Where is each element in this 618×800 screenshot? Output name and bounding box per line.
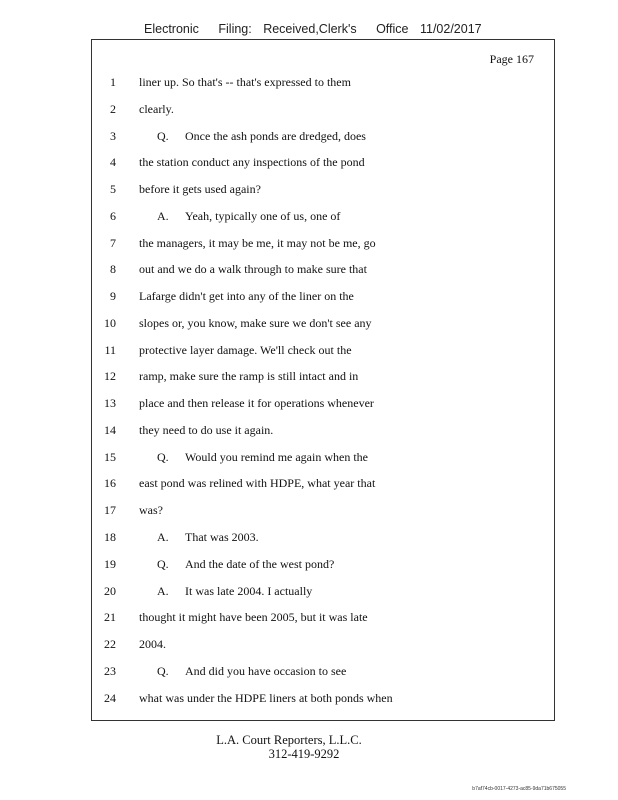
line-text <box>157 578 312 605</box>
line-content: protective layer damage. We'll check out the <box>139 342 352 357</box>
line-content: place and then release it for operations whenever <box>139 396 374 411</box>
line-text <box>139 230 376 257</box>
footer-phone: 312-419-9292 <box>268 747 340 761</box>
line-content: slopes or, you know, make sure we don't see any <box>139 315 372 330</box>
line-content: Once the ash ponds are dredged, does <box>185 128 366 143</box>
line-number: 5 <box>110 182 116 197</box>
line-text <box>157 658 346 685</box>
page-number: Page 167 <box>489 52 534 66</box>
line-content: 2004. <box>139 637 166 652</box>
line-content: east pond was relined with HDPE, what year that <box>139 476 376 491</box>
filing-header-filing: Filing: <box>218 22 252 36</box>
line-content: thought it might have been 2005, but it was late <box>139 610 368 625</box>
line-number: 15 <box>104 449 116 464</box>
line-number: 4 <box>110 155 116 170</box>
line-text <box>139 685 393 712</box>
transcript-line <box>92 417 554 444</box>
line-number: 21 <box>104 610 116 625</box>
line-text <box>139 149 365 176</box>
line-number: 18 <box>104 530 116 545</box>
question-marker: Q. <box>157 556 169 571</box>
line-text <box>139 390 374 417</box>
transcript-line <box>92 337 554 364</box>
filing-header-received: Received,Clerk's <box>263 22 357 36</box>
transcript-line <box>92 310 554 337</box>
line-number: 9 <box>110 289 116 304</box>
line-number: 1 <box>110 75 116 89</box>
line-text <box>139 363 358 390</box>
transcript-line <box>92 256 554 283</box>
line-number: 6 <box>110 208 116 223</box>
transcript-line <box>92 390 554 417</box>
line-text <box>139 310 372 337</box>
transcript-line <box>92 685 554 712</box>
line-text <box>139 497 163 524</box>
line-content: liner up. So that's -- that's expressed to them <box>139 75 351 89</box>
transcript-line <box>92 363 554 390</box>
line-text <box>139 417 273 444</box>
line-number: 8 <box>110 262 116 277</box>
line-number: 24 <box>104 690 116 705</box>
transcript-line <box>92 283 554 310</box>
line-content: Yeah, typically one of us, one of <box>185 208 341 223</box>
line-content: It was late 2004. I actually <box>185 583 313 598</box>
line-number: 11 <box>104 342 116 357</box>
document-id: b7af74cb-0017-4273-ac85-9da71b675055 <box>472 786 566 792</box>
transcript-line <box>92 69 554 96</box>
line-content: they need to do use it again. <box>139 422 274 437</box>
transcript-line <box>92 631 554 658</box>
line-number: 13 <box>104 396 116 411</box>
line-content: the managers, it may be me, it may not be me, go <box>139 235 376 250</box>
line-content: That was 2003. <box>185 530 259 545</box>
line-content: clearly. <box>139 101 174 116</box>
line-text <box>157 123 366 150</box>
transcript-line <box>92 524 554 551</box>
line-content: ramp, make sure the ramp is still intact and in <box>139 369 359 384</box>
line-number: 7 <box>110 235 116 250</box>
line-content: was? <box>139 503 163 518</box>
line-text <box>139 283 354 310</box>
line-text <box>157 444 368 471</box>
line-content: the station conduct any inspections of the pond <box>139 155 365 170</box>
line-number: 2 <box>110 101 116 116</box>
line-number: 10 <box>104 315 116 330</box>
line-number: 12 <box>104 369 116 384</box>
transcript-line <box>92 149 554 176</box>
transcript-line <box>92 578 554 605</box>
line-text <box>139 337 352 364</box>
filing-header-office: Office <box>376 22 409 36</box>
line-content: before it gets used again? <box>139 182 261 197</box>
line-text <box>139 96 174 123</box>
line-number: 20 <box>104 583 116 598</box>
filing-header-date: 11/02/2017 <box>419 22 482 36</box>
line-content: And did you have occasion to see <box>185 663 347 678</box>
transcript-line <box>92 203 554 230</box>
transcript-page <box>91 39 555 721</box>
transcript-line <box>92 658 554 685</box>
line-number: 23 <box>104 663 116 678</box>
answer-marker: A. <box>157 583 169 598</box>
transcript-lines <box>92 69 554 711</box>
transcript-line <box>92 497 554 524</box>
line-text <box>139 69 351 96</box>
question-marker: Q. <box>157 449 169 464</box>
line-content: And the date of the west pond? <box>185 556 335 571</box>
line-number: 14 <box>104 422 116 437</box>
transcript-line <box>92 176 554 203</box>
line-content: what was under the HDPE liners at both ponds when <box>139 690 393 705</box>
question-marker: Q. <box>157 128 169 143</box>
line-number: 3 <box>110 128 116 143</box>
line-text <box>157 551 334 578</box>
answer-marker: A. <box>157 208 169 223</box>
transcript-line <box>92 551 554 578</box>
footer-company: L.A. Court Reporters, L.L.C. <box>216 733 362 747</box>
line-text <box>139 631 166 658</box>
line-content: Would you remind me again when the <box>185 449 368 464</box>
transcript-line <box>92 123 554 150</box>
line-number: 16 <box>104 476 116 491</box>
line-text <box>139 176 261 203</box>
filing-header <box>144 22 482 36</box>
line-number: 17 <box>104 503 116 518</box>
line-content: out and we do a walk through to make sure that <box>139 262 367 277</box>
transcript-line <box>92 444 554 471</box>
answer-marker: A. <box>157 530 169 545</box>
line-number: 22 <box>104 637 116 652</box>
transcript-line <box>92 470 554 497</box>
transcript-line <box>92 96 554 123</box>
line-text <box>157 524 259 551</box>
line-text <box>157 203 340 230</box>
line-text <box>139 256 367 283</box>
question-marker: Q. <box>157 663 169 678</box>
line-text <box>139 470 375 497</box>
line-text <box>139 604 368 631</box>
line-content: Lafarge didn't get into any of the liner on the <box>139 289 354 304</box>
transcript-line <box>92 230 554 257</box>
transcript-line <box>92 604 554 631</box>
filing-header-electronic: Electronic <box>144 22 199 36</box>
line-number: 19 <box>104 556 116 571</box>
